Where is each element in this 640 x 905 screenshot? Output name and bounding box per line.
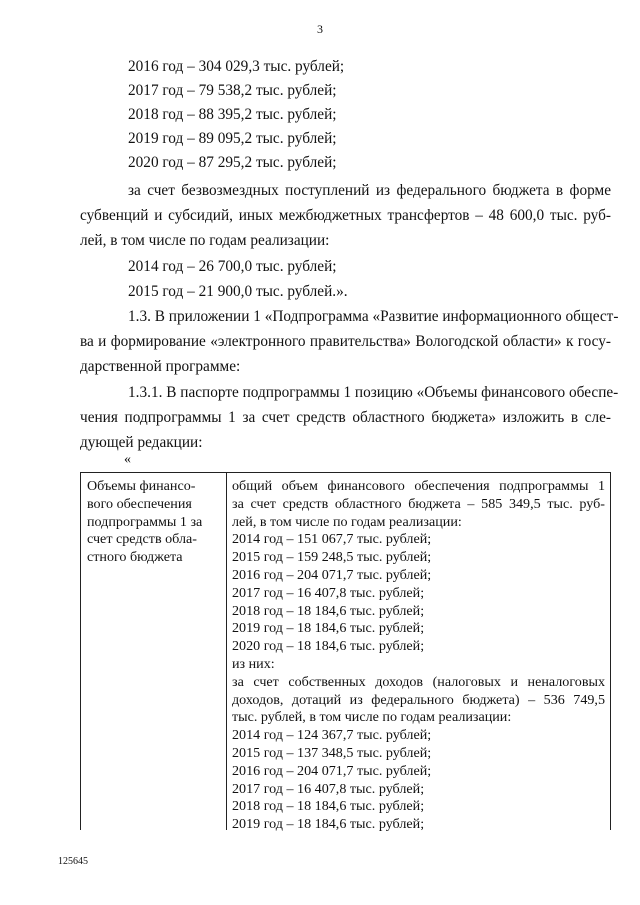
- left-cell-line: вого обеспечения: [87, 495, 192, 512]
- federal-year-2014: 2014 год – 26 700,0 тыс. рублей;: [128, 258, 337, 275]
- right-cell-line: тыс. рублей, в том числе по годам реализации:: [232, 709, 512, 726]
- right-cell-line: 2017 год – 16 407,8 тыс. рублей;: [232, 584, 425, 601]
- right-cell-line: 2017 год – 16 407,8 тыс. рублей;: [232, 780, 425, 797]
- page-number: 3: [317, 22, 323, 36]
- federal-para-line-1: за счет безвозмездных поступлений из федерального бюджета в форме: [128, 182, 611, 199]
- right-cell-line: 2014 год – 151 067,7 тыс. рублей;: [232, 531, 432, 548]
- federal-para-line-2: субвенций и субсидий, иных межбюджетных трансфертов – 48 600,0 тыс. руб-: [80, 207, 611, 224]
- right-cell-line: доходов, дотаций из федерального бюджета) – 536 749,5: [232, 691, 605, 708]
- left-cell-line: Объемы финансо-: [87, 478, 196, 494]
- table-left-cell: [81, 473, 227, 830]
- opening-quote: «: [124, 452, 131, 467]
- para-1-3-1-line-2: чения подпрограммы 1 за счет средств областного бюджета» изложить в сле-: [80, 409, 611, 426]
- left-cell-line: подпрограммы 1 за: [87, 513, 203, 530]
- year-line-2018: 2018 год – 88 395,2 тыс. рублей;: [128, 106, 337, 123]
- right-cell-line: 2014 год – 124 367,7 тыс. рублей;: [232, 727, 432, 744]
- document-code: 125645: [58, 856, 88, 867]
- right-cell-line: 2019 год – 18 184,6 тыс. рублей;: [232, 620, 425, 637]
- left-cell-line: счет средств обла-: [87, 531, 197, 548]
- para-1-3-1-line-1: 1.3.1. В паспорте подпрограммы 1 позицию «Объемы финансового обеспе-: [128, 384, 619, 401]
- para-1-3-line-1: 1.3. В приложении 1 «Подпрограмма «Развитие информационного общест-: [128, 308, 619, 325]
- year-line-2020: 2020 год – 87 295,2 тыс. рублей;: [128, 154, 337, 171]
- year-line-2019: 2019 год – 89 095,2 тыс. рублей;: [128, 130, 337, 147]
- left-cell-line: стного бюджета: [87, 549, 183, 566]
- right-cell-line: 2020 год – 18 184,6 тыс. рублей;: [232, 638, 425, 655]
- year-line-2016: 2016 год – 304 029,3 тыс. рублей;: [128, 58, 345, 75]
- right-cell-line: 2018 год – 18 184,6 тыс. рублей;: [232, 798, 425, 815]
- right-cell-line: 2018 год – 18 184,6 тыс. рублей;: [232, 602, 425, 619]
- right-cell-line: 2019 год – 18 184,6 тыс. рублей;: [232, 816, 425, 833]
- right-cell-line: общий объем финансового обеспечения подпрограммы 1: [232, 478, 605, 494]
- right-cell-line: 2015 год – 137 348,5 тыс. рублей;: [232, 744, 432, 761]
- right-cell-line: 2016 год – 204 071,7 тыс. рублей;: [232, 762, 432, 779]
- right-cell-line: 2016 год – 204 071,7 тыс. рублей;: [232, 566, 432, 583]
- year-line-2017: 2017 год – 79 538,2 тыс. рублей;: [128, 82, 337, 99]
- right-cell-line: за счет собственных доходов (налоговых и неналоговых: [232, 673, 605, 690]
- federal-para-line-3: лей, в том числе по годам реализации:: [80, 232, 330, 249]
- right-cell-line: за счет средств областного бюджета – 585 349,5 тыс. руб-: [232, 495, 605, 512]
- financing-table: [80, 472, 611, 833]
- para-1-3-line-3: дарственной программе:: [80, 358, 241, 375]
- federal-year-2015: 2015 год – 21 900,0 тыс. рублей.».: [128, 283, 348, 300]
- right-cell-line: лей, в том числе по годам реализации:: [232, 513, 462, 530]
- right-cell-line: 2015 год – 159 248,5 тыс. рублей;: [232, 549, 432, 566]
- para-1-3-1-line-3: дующей редакции:: [80, 434, 203, 451]
- table-right-cell: [228, 473, 610, 833]
- para-1-3-line-2: ва и формирование «электронного правительства» Вологодской области» к госу-: [80, 333, 611, 350]
- right-cell-line: из них:: [232, 655, 275, 672]
